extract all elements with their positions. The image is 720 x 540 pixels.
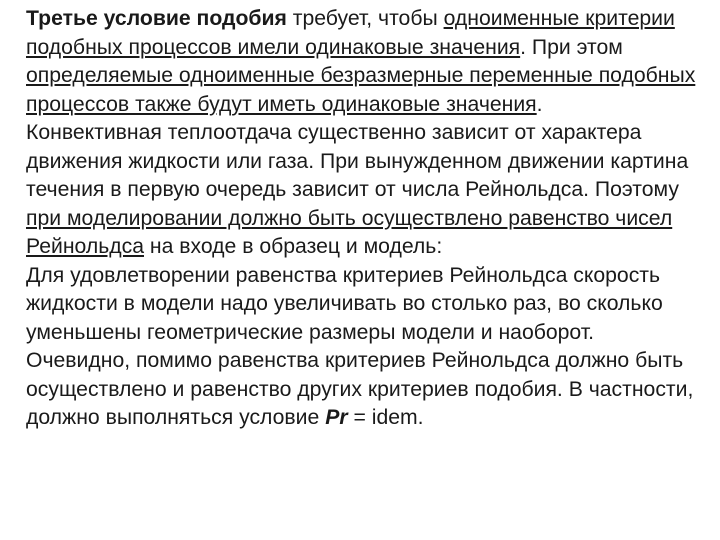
- paragraph-reynolds-equality: Для удовлетворении равенства критериев Рейнольдса скорость жидкости в модели надо увеличивать во столько раз, во сколько уменьшены геометрические размеры модели и наоборот. Очевидно, помимо равенства критериев Рейнольдса должно быть осуществлено и равенство других критериев подобия. В частности, должно выполняться условие Pr = idem.: [26, 263, 694, 429]
- slide-text: [26, 5, 696, 433]
- underlined-phrase: одноименные критерии подобных процессов имели одинаковые значения: [26, 7, 675, 59]
- bold-lead: Третье условие подобия: [26, 7, 287, 30]
- paragraph-third-similarity-condition: Третье условие подобия требует, чтобы одноименные критерии подобных процессов имели одинаковые значения. При этом определяемые одноименные безразмерные переменные подобных процессов также будут иметь одинаковые значения.: [26, 7, 696, 116]
- underlined-phrase: при моделировании должно быть осуществлено равенство чисел Рейнольдса: [26, 206, 673, 258]
- paragraph-convective-heat-transfer: Конвективная теплоотдача существенно зависит от характера движения жидкости или газа. При вынужденном движении картина течения в первую очередь зависит от числа Рейнольдса. Поэтому при моделировании должно быть осуществлено равенство чисел Рейнольдса на входе в образец и модель:: [26, 121, 689, 258]
- underlined-phrase: определяемые одноименные безразмерные переменные подобных процессов также будут иметь одинаковые значения: [26, 64, 696, 116]
- prandtl-symbol: Pr: [325, 406, 348, 429]
